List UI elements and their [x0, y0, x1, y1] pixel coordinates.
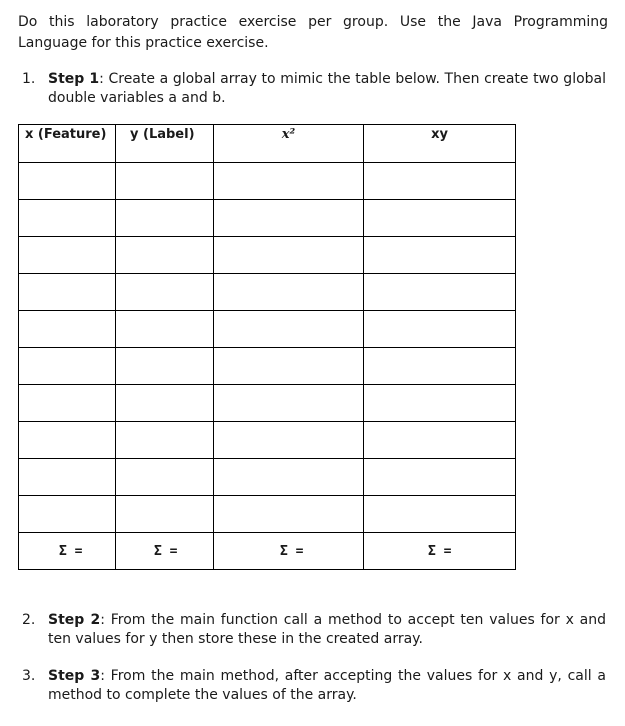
table-cell: [19, 348, 116, 385]
sum-y: Σ =: [116, 533, 214, 570]
step-3-text: : From the main method, after accepting the values for x and y, call a method to complete the values of the array.: [48, 668, 606, 703]
table-cell: [116, 496, 214, 533]
table-row: [19, 163, 516, 200]
table-cell: [364, 459, 516, 496]
table-cell: [19, 496, 116, 533]
sum-x-squared: Σ =: [214, 533, 364, 570]
table-cell: [19, 385, 116, 422]
table-row: [19, 311, 516, 348]
step-3-number: 3.: [22, 668, 36, 684]
table-header-row: [19, 125, 516, 163]
table-cell: [214, 200, 364, 237]
table-row: [19, 237, 516, 274]
table-cell: [214, 422, 364, 459]
table-cell: [364, 311, 516, 348]
data-table: [18, 124, 516, 570]
table-body: [19, 163, 516, 570]
table-row: [19, 385, 516, 422]
table-row: [19, 422, 516, 459]
table-row: [19, 200, 516, 237]
table-cell: [214, 311, 364, 348]
table-sum-row: [19, 533, 516, 570]
table-cell: [19, 459, 116, 496]
table-cell: [19, 274, 116, 311]
table-row: [19, 496, 516, 533]
step-3-body: [48, 667, 606, 705]
step-3-item: [22, 667, 606, 705]
sum-x: Σ =: [19, 533, 116, 570]
header-x-feature: x (Feature): [19, 125, 116, 163]
table-cell: [214, 459, 364, 496]
step-2-text: : From the main function call a method to accept ten values for x and ten values for y then store these in the created array.: [48, 612, 606, 647]
table-cell: [116, 348, 214, 385]
table-cell: [364, 274, 516, 311]
table-cell: [364, 348, 516, 385]
table-cell: [116, 163, 214, 200]
step-1-number: 1.: [22, 71, 36, 87]
table-cell: [214, 163, 364, 200]
step-3-label: Step 3: [48, 668, 101, 684]
table-cell: [116, 200, 214, 237]
table-cell: [364, 237, 516, 274]
table-cell: [19, 163, 116, 200]
table-cell: [116, 237, 214, 274]
sum-xy: Σ =: [364, 533, 516, 570]
step-2-body: [48, 611, 606, 649]
step-1-item: [22, 70, 606, 108]
step-1-text: : Create a global array to mimic the table below. Then create two global double variables a and b.: [48, 71, 606, 106]
table-cell: [214, 348, 364, 385]
table-cell: [19, 200, 116, 237]
table-cell: [116, 385, 214, 422]
header-xy: xy: [364, 125, 516, 163]
table-cell: [364, 496, 516, 533]
table-cell: [214, 496, 364, 533]
table-cell: [364, 200, 516, 237]
step-2-label: Step 2: [48, 612, 101, 628]
step-2-number: 2.: [22, 612, 36, 628]
table-cell: [19, 422, 116, 459]
header-x-squared: x²: [214, 125, 364, 163]
step-1-body: [48, 70, 606, 108]
table-cell: [364, 163, 516, 200]
step-2-item: [22, 611, 606, 649]
header-y-label: y (Label): [116, 125, 214, 163]
step-1-label: Step 1: [48, 71, 100, 87]
table-cell: [364, 422, 516, 459]
table-cell: [364, 385, 516, 422]
table-cell: [19, 237, 116, 274]
table-cell: [116, 274, 214, 311]
table-row: [19, 348, 516, 385]
table-cell: [214, 237, 364, 274]
table-cell: [214, 385, 364, 422]
table-row: [19, 459, 516, 496]
table-cell: [19, 311, 116, 348]
intro-paragraph: Do this laboratory practice exercise per group. Use the Java Programming Language for this practice exercise.: [18, 14, 608, 51]
table-row: [19, 274, 516, 311]
table-cell: [116, 422, 214, 459]
table-cell: [214, 274, 364, 311]
table-cell: [116, 311, 214, 348]
table-cell: [116, 459, 214, 496]
